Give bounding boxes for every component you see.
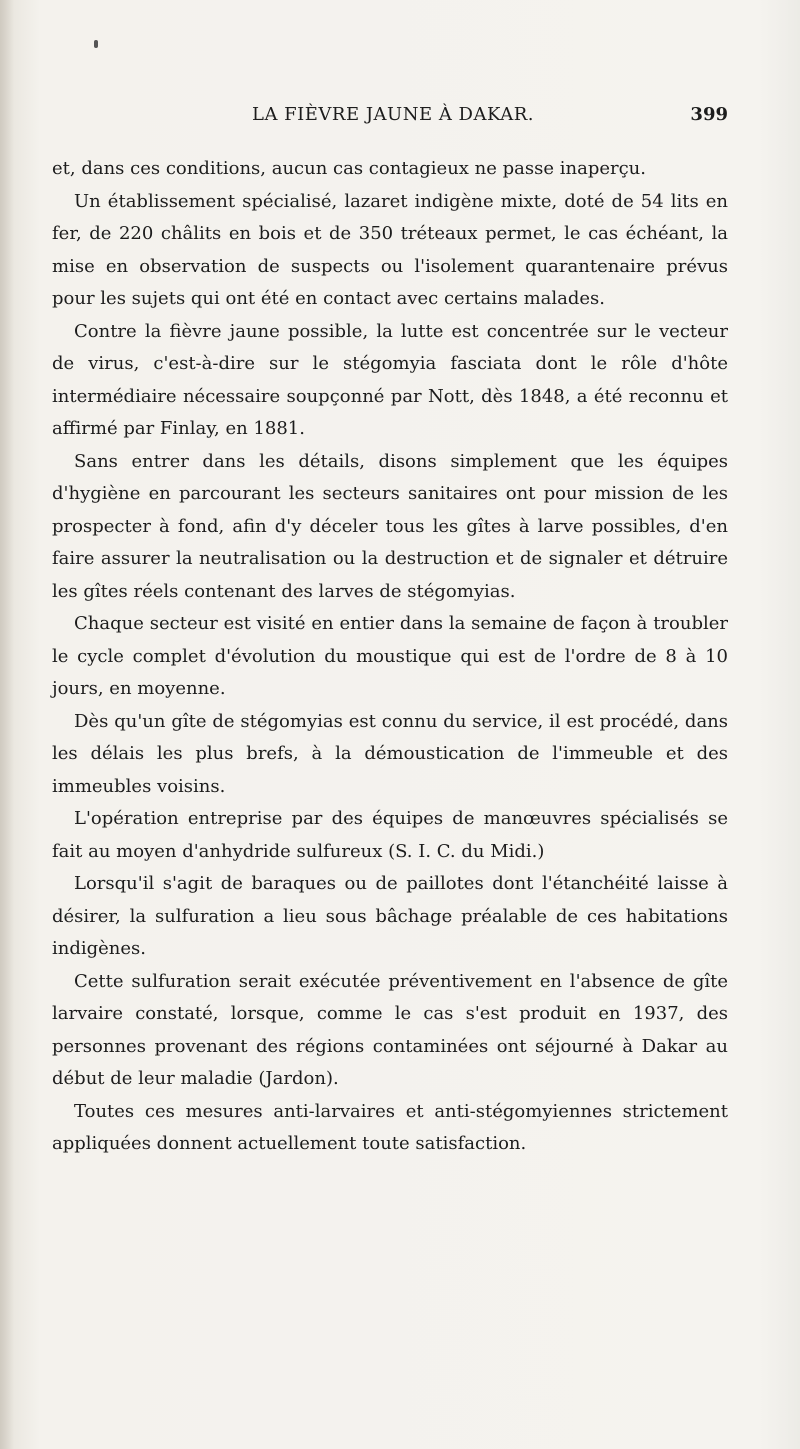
paragraph-operation: L'opération entreprise par des équipes de manœuvres spécialisés se fait au moyen d'anhydride sulfureux (S. I. C. du Midi.) <box>52 808 728 862</box>
paragraph-hygiene-teams: Sans entrer dans les détails, disons simplement que les équipes d'hygiène en parcourant les secteurs sanitaires ont pour mission de les prospecter à fond, afin d'y déceler tous les gîtes à larve possibles, d'en faire assurer la neutralisation ou la destruction et de signaler et détruire les gîtes réels contenant des larves de stégomyias. <box>52 450 728 602</box>
page-edge-shadow <box>0 0 14 1449</box>
paragraph-lazaret: Un établissement spécialisé, lazaret indigène mixte, doté de 54 lits en fer, de 220 châlits en bois et de 350 tréteaux permet, le cas échéant, la mise en observation de suspects ou l'isolement quarantenaire prévus pour les sujets qui ont été en contact avec certains malades. <box>52 190 728 309</box>
paragraph-vector: Contre la fièvre jaune possible, la lutte est concentrée sur le vecteur de virus, c'est-à-dire sur le stégomyia fasciata dont le rôle d'hôte intermédiaire nécessaire soupçonné par Nott, dès 1848, a été reconnu et affirmé par Finlay, en 1881. <box>52 320 728 439</box>
body-text <box>52 153 728 1161</box>
page-header <box>52 104 728 132</box>
paragraph-conclusion: Toutes ces mesures anti-larvaires et anti-stégomyiennes strictement appliquées donnent actuellement toute satisfaction. <box>52 1100 728 1154</box>
paragraph-demoustication: Dès qu'un gîte de stégomyias est connu du service, il est procédé, dans les délais les plus brefs, à la démoustication de l'immeuble et des immeubles voisins. <box>52 710 728 797</box>
ink-speck <box>94 40 98 48</box>
paragraph-continuation: et, dans ces conditions, aucun cas contagieux ne passe inaperçu. <box>52 158 646 179</box>
paragraph-baraques: Lorsqu'il s'agit de baraques ou de paillotes dont l'étanchéité laisse à désirer, la sulfuration a lieu sous bâchage préalable de ces habitations indigènes. <box>52 873 728 959</box>
running-title: LA FIÈVRE JAUNE À DAKAR. <box>252 104 534 125</box>
paragraph-sector-visits: Chaque secteur est visité en entier dans la semaine de façon à troubler le cycle complet d'évolution du moustique qui est de l'ordre de 8 à 10 jours, en moyenne. <box>52 613 728 699</box>
page-number: 399 <box>690 104 728 125</box>
paragraph-sulfuration: Cette sulfuration serait exécutée préventivement en l'absence de gîte larvaire constaté, lorsque, comme le cas s'est produit en 1937, des personnes provenant des régions contaminées ont séjourné à Dakar au début de leur maladie (Jardon). <box>52 970 728 1089</box>
